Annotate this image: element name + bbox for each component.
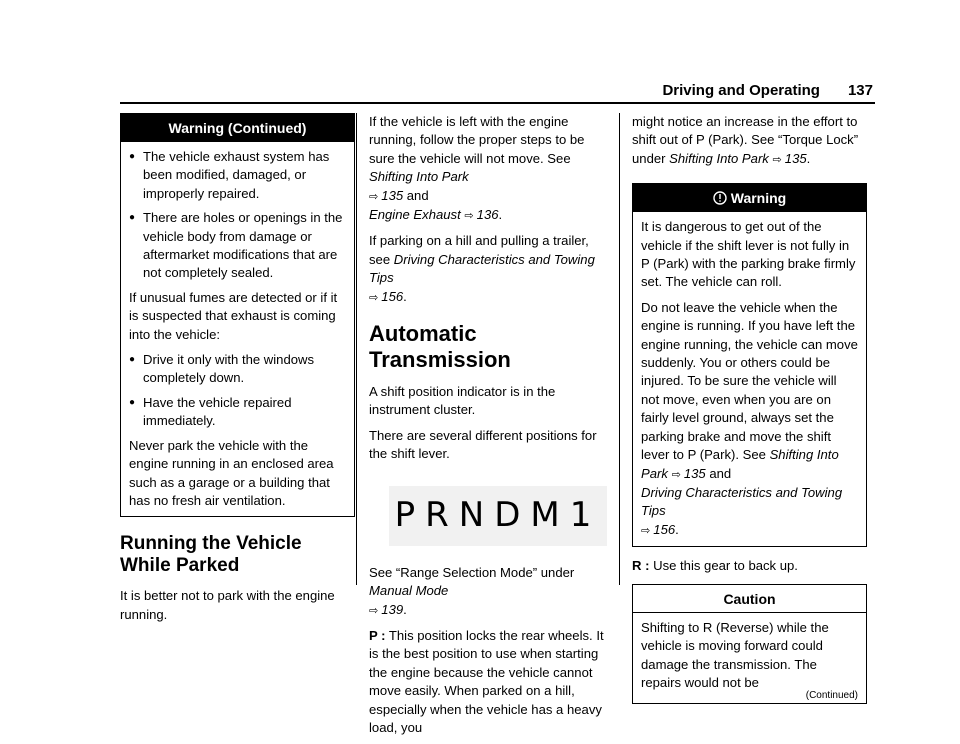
warning-title: Warning [633, 184, 866, 212]
list-item: ● Have the vehicle repaired immediately. [129, 394, 346, 431]
page-ref[interactable]: 135 [784, 150, 807, 166]
page-ref[interactable]: 135 [683, 465, 706, 481]
page-ref-icon: ⇨ [671, 468, 684, 481]
xref-link[interactable]: Shifting Into Park [669, 150, 769, 166]
paragraph: Never park the vehicle with the engine running in an enclosed area such as a garage or a building that has no fresh air ventilation. [129, 437, 334, 508]
warning-icon [713, 191, 727, 205]
paragraph: It is better not to park with the engine running. [120, 588, 335, 622]
column-3 [632, 113, 867, 704]
page-ref[interactable]: 139 [381, 601, 404, 617]
page-ref[interactable]: 156 [381, 288, 404, 304]
xref-link[interactable]: Driving Characteristics and Towing Tips [369, 251, 595, 286]
list-item: ● The vehicle exhaust system has been modified, damaged, or improperly repaired. [129, 148, 346, 203]
warning-continued-box [120, 113, 355, 517]
paragraph: P : This position locks the rear wheels. It is the best position to use when starting the engine because the vehicle cannot move easily. When parked on a hill, especially when the vehicle has a heavy load, you [369, 627, 604, 735]
bullet-icon: ● [129, 151, 136, 162]
paragraph: There are several different positions for the shift lever. [369, 427, 597, 462]
page-ref-icon: ⇨ [641, 524, 654, 537]
page-header [662, 82, 873, 99]
page-ref-icon: ⇨ [464, 210, 477, 223]
column-2 [369, 113, 604, 744]
page-ref[interactable]: 156 [653, 521, 676, 537]
gear-label: P : [369, 627, 386, 643]
xref-link[interactable]: Engine Exhaust [369, 207, 461, 223]
bullet-icon: ● [129, 212, 136, 224]
xref-link[interactable]: Shifting Into Park [369, 169, 469, 185]
paragraph: If the vehicle is left with the engine running, follow the proper steps to be sure the vehicle will not move. See Shifting Into Park ⇨ 135 and Engine Exhaust ⇨ 136. [369, 114, 585, 223]
bullet-icon: ● [129, 354, 136, 366]
xref-link[interactable]: Manual Mode [369, 583, 449, 599]
page-ref-icon: ⇨ [369, 604, 382, 617]
column-divider [619, 113, 620, 585]
page-number: 137 [847, 82, 873, 99]
header-rule [120, 102, 875, 104]
paragraph: R : Use this gear to back up. [632, 558, 798, 574]
page-ref-icon: ⇨ [369, 190, 382, 203]
section-heading: Automatic Transmission [369, 321, 511, 373]
page-ref-icon: ⇨ [772, 153, 785, 166]
xref-link[interactable]: Driving Characteristics and Towing Tips [641, 484, 843, 519]
warning-box [632, 183, 867, 547]
paragraph: A shift position indicator is in the instrument cluster. [369, 384, 556, 418]
caution-title: Caution [633, 585, 866, 613]
column-divider [356, 113, 357, 585]
page-ref[interactable]: 136 [476, 207, 499, 223]
paragraph: might notice an increase in the effort to shift out of P (Park). See “Torque Lock” under Shifting Into Park ⇨ 135. [632, 114, 859, 166]
paragraph: Do not leave the vehicle when the engine is running. If you have left the engine running, the vehicle can move suddenly. You or others could be injured. To be sure the vehicle will not move, even when you are on fairly level ground, always set the parking brake and move the shift lever to P (Park). See Shifting Into Park ⇨ 135 and Driving Characteristics and Towing Tips ⇨ 156. [641, 299, 858, 537]
section-heading: Running the Vehicle While Parked [120, 533, 302, 577]
xref-link[interactable]: Shifting Into Park [641, 447, 839, 481]
continued-label: (Continued) [805, 689, 858, 701]
list-item: ● There are holes or openings in the vehicle body from damage or aftermarket modifications that are not completely sealed. [129, 209, 346, 283]
section-title: Driving and Operating [662, 82, 820, 99]
column-1 [120, 113, 355, 631]
page-ref-icon: ⇨ [369, 291, 382, 304]
warning-continued-title: Warning (Continued) [121, 114, 354, 142]
paragraph: If parking on a hill and pulling a trailer, see Driving Characteristics and Towing Tips ⇨ 156. [369, 233, 595, 304]
gear-label: R : [632, 558, 650, 574]
bullet-icon: ● [129, 396, 136, 408]
paragraph: It is dangerous to get out of the vehicle if the shift lever is not fully in P (Park) with the parking brake firmly set. The vehicle can roll. [641, 219, 856, 290]
caution-box [632, 584, 867, 704]
shift-indicator-image: PRNDM1 [389, 486, 607, 546]
paragraph: See “Range Selection Mode” under Manual Mode ⇨ 139. [369, 564, 575, 617]
list-item: ● Drive it only with the windows completely down. [129, 351, 346, 388]
paragraph: If unusual fumes are detected or if it is suspected that exhaust is coming into the vehicle: [129, 289, 338, 342]
page-ref[interactable]: 135 [381, 187, 404, 203]
paragraph: Shifting to R (Reverse) while the vehicle is moving forward could damage the transmission. The repairs would not be [641, 619, 829, 691]
